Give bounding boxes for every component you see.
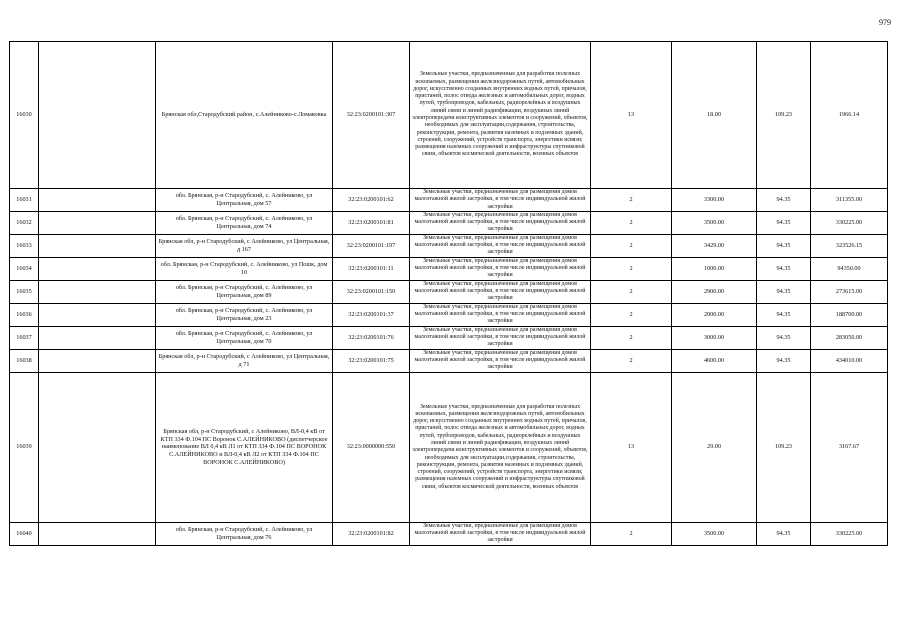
- cadastral-number-cell: 32:23:0200101:307: [333, 42, 410, 189]
- land-use-cell: Земельные участки, предназначенные для разработки полезных ископаемых, размещения железнодорожных путей, автомобильных дорог, искусственно созданных внутренних водных путей, причалов, пристаней, полос отвода железных и автомобильных дорог, водных путей, трубопроводов, кабельных, радиорелейных и воздушных линий связи и линий радиофикации, воздушных линий электропередачи конструктивных элементов и сооружений, объектов, необходимых для эксплуатации,содержания, строительства, реконструкции, ремонта, развития наземных и подземных зданий, строений, сооружений, устройств транспорта, энергетики исвязи; размещения наземных сооружений и инфраструктуры спутниковой связи, объектов космической деятельности, военных объектов: [410, 372, 591, 522]
- percent-cell: 94.35: [757, 303, 811, 326]
- row-number-cell: 16040: [10, 522, 39, 545]
- row-number-cell: 16038: [10, 349, 39, 372]
- address-cell: Брянская обл, р-н Стародубский, с Алейниково, ВЛ-0,4 кВ от КТП 334 Ф.104 ПС Воронок С.АЛЕЙНИКОВО (диспетчерское наименование ВЛ 0,4 кВ Л1 от КТП 334 Ф.104 ПС ВОРОНОК С.АЛЕЙНИКОВО и ВЛ-0,4 кВ Л2 от КТП 334 Ф.104 ПС ВОРОНОК С.АЛЕЙНИКОВО): [156, 372, 333, 522]
- percent-cell: 94.35: [757, 280, 811, 303]
- blank-cell: [39, 42, 156, 189]
- cadastral-number-cell: 32:23:0200101:62: [333, 189, 410, 212]
- area-cell: 3500.00: [672, 211, 757, 234]
- address-cell: Брянская обл, р-н Стародубский, с Алейниково, ул Центральная, д 71: [156, 349, 333, 372]
- table-row: [10, 189, 888, 212]
- table-row: [10, 372, 888, 522]
- cadastral-value-cell: 283050.00: [811, 326, 888, 349]
- table-row: [10, 326, 888, 349]
- cadastral-number-cell: 32:23:0000000:550: [333, 372, 410, 522]
- cadastral-number-cell: 32:23:0200101:81: [333, 211, 410, 234]
- land-use-cell: Земельные участки, предназначенные для размещения домов малоэтажной жилой застройки, в том числе индивидуальной жилой застройки: [410, 522, 591, 545]
- blank-cell: [39, 303, 156, 326]
- percent-cell: 94.35: [757, 522, 811, 545]
- land-use-cell: Земельные участки, предназначенные для размещения домов малоэтажной жилой застройки, в том числе индивидуальной жилой застройки: [410, 303, 591, 326]
- cadastral-value-cell: 311355.00: [811, 189, 888, 212]
- group-cell: 2: [591, 522, 672, 545]
- group-cell: 2: [591, 234, 672, 257]
- blank-cell: [39, 211, 156, 234]
- table-row: [10, 303, 888, 326]
- blank-cell: [39, 189, 156, 212]
- table-row: [10, 42, 888, 189]
- cadastral-number-cell: 32:23:0200101:75: [333, 349, 410, 372]
- address-cell: Брянская обл,Стародубский район, с.Алейниково-с.Ломаковка: [156, 42, 333, 189]
- blank-cell: [39, 326, 156, 349]
- land-use-cell: Земельные участки, предназначенные для размещения домов малоэтажной жилой застройки, в том числе индивидуальной жилой застройки: [410, 257, 591, 280]
- table-row: [10, 349, 888, 372]
- group-cell: 2: [591, 211, 672, 234]
- address-cell: обл. Брянская, р-н Стародубский, с. Алейниково, ул Пошк, дом 10: [156, 257, 333, 280]
- page-number: 979: [879, 18, 891, 27]
- table-body: [10, 42, 888, 546]
- blank-cell: [39, 522, 156, 545]
- cadastral-value-cell: 1966.14: [811, 42, 888, 189]
- cadastral-number-cell: 32:23:0200101:82: [333, 522, 410, 545]
- area-cell: 2000.00: [672, 303, 757, 326]
- area-cell: 1000.00: [672, 257, 757, 280]
- percent-cell: 94.35: [757, 326, 811, 349]
- blank-cell: [39, 372, 156, 522]
- registry-table: [9, 41, 888, 546]
- table-row: [10, 522, 888, 545]
- cadastral-number-cell: 32:23:0200101:197: [333, 234, 410, 257]
- blank-cell: [39, 234, 156, 257]
- cadastral-value-cell: 323526.15: [811, 234, 888, 257]
- cadastral-value-cell: 273615.00: [811, 280, 888, 303]
- land-use-cell: Земельные участки, предназначенные для размещения домов малоэтажной жилой застройки, в том числе индивидуальной жилой застройки: [410, 189, 591, 212]
- row-number-cell: 16030: [10, 42, 39, 189]
- blank-cell: [39, 280, 156, 303]
- land-use-cell: Земельные участки, предназначенные для размещения домов малоэтажной жилой застройки, в том числе индивидуальной жилой застройки: [410, 326, 591, 349]
- blank-cell: [39, 349, 156, 372]
- address-cell: обл. Брянская, р-н Стародубский, с. Алейниково, ул Центральная, дом 23: [156, 303, 333, 326]
- percent-cell: 109.23: [757, 42, 811, 189]
- cadastral-value-cell: 94350.00: [811, 257, 888, 280]
- table-row: [10, 257, 888, 280]
- group-cell: 2: [591, 257, 672, 280]
- group-cell: 2: [591, 326, 672, 349]
- group-cell: 13: [591, 372, 672, 522]
- address-cell: обл. Брянская, р-н Стародубский, с. Алейниково, ул Центральная, дом 57: [156, 189, 333, 212]
- cadastral-value-cell: 330225.00: [811, 522, 888, 545]
- blank-cell: [39, 257, 156, 280]
- row-number-cell: 16033: [10, 234, 39, 257]
- percent-cell: 94.35: [757, 349, 811, 372]
- table-row: [10, 234, 888, 257]
- row-number-cell: 16034: [10, 257, 39, 280]
- area-cell: 3000.00: [672, 326, 757, 349]
- row-number-cell: 16039: [10, 372, 39, 522]
- cadastral-value-cell: 330225.00: [811, 211, 888, 234]
- group-cell: 13: [591, 42, 672, 189]
- address-cell: обл. Брянская, р-н Стародубский, с. Алейниково, ул Центральная, дом 70: [156, 326, 333, 349]
- land-use-cell: Земельные участки, предназначенные для размещения домов малоэтажной жилой застройки, в том числе индивидуальной жилой застройки: [410, 280, 591, 303]
- cadastral-value-cell: 188700.00: [811, 303, 888, 326]
- group-cell: 2: [591, 349, 672, 372]
- land-use-cell: Земельные участки, предназначенные для размещения домов малоэтажной жилой застройки, в том числе индивидуальной жилой застройки: [410, 349, 591, 372]
- table-row: [10, 211, 888, 234]
- address-cell: обл. Брянская, р-н Стародубский, с. Алейниково, ул Центральная, дом 74: [156, 211, 333, 234]
- percent-cell: 109.23: [757, 372, 811, 522]
- address-cell: обл. Брянская, р-н Стародубский, с. Алейниково, ул Центральная, дом 76: [156, 522, 333, 545]
- cadastral-number-cell: 32:23:0200101:11: [333, 257, 410, 280]
- row-number-cell: 16036: [10, 303, 39, 326]
- cadastral-number-cell: 32:23:0200101:37: [333, 303, 410, 326]
- group-cell: 2: [591, 189, 672, 212]
- row-number-cell: 16035: [10, 280, 39, 303]
- area-cell: 4600.00: [672, 349, 757, 372]
- area-cell: 18.00: [672, 42, 757, 189]
- address-cell: обл. Брянская, р-н Стародубский, с. Алейниково, ул Центральная, дом 89: [156, 280, 333, 303]
- percent-cell: 94.35: [757, 234, 811, 257]
- cadastral-value-cell: 3167.67: [811, 372, 888, 522]
- cadastral-value-cell: 434010.00: [811, 349, 888, 372]
- area-cell: 3429.00: [672, 234, 757, 257]
- group-cell: 2: [591, 280, 672, 303]
- address-cell: Брянская обл, р-н Стародубский, с Алейниково, ул Центральная, д 167: [156, 234, 333, 257]
- row-number-cell: 16037: [10, 326, 39, 349]
- group-cell: 2: [591, 303, 672, 326]
- cadastral-number-cell: 32:23:0200101:76: [333, 326, 410, 349]
- row-number-cell: 16032: [10, 211, 39, 234]
- area-cell: 3300.00: [672, 189, 757, 212]
- area-cell: 3500.00: [672, 522, 757, 545]
- area-cell: 29.00: [672, 372, 757, 522]
- land-use-cell: Земельные участки, предназначенные для размещения домов малоэтажной жилой застройки, в том числе индивидуальной жилой застройки: [410, 211, 591, 234]
- percent-cell: 94.35: [757, 189, 811, 212]
- row-number-cell: 16031: [10, 189, 39, 212]
- percent-cell: 94.35: [757, 211, 811, 234]
- land-use-cell: Земельные участки, предназначенные для размещения домов малоэтажной жилой застройки, в том числе индивидуальной жилой застройки: [410, 234, 591, 257]
- cadastral-number-cell: 32:23:0200101:150: [333, 280, 410, 303]
- table-row: [10, 280, 888, 303]
- percent-cell: 94.35: [757, 257, 811, 280]
- land-use-cell: Земельные участки, предназначенные для разработки полезных ископаемых, размещения железнодорожных путей, автомобильных дорог, искусственно созданных внутренних водных путей, причалов, пристаней, полос отвода железных и автомобильных дорог, водных путей, трубопроводов, кабельных, радиорелейных и воздушных линий связи и линий радиофикации, воздушных линий электропередачи конструктивных элементов и сооружений, объектов, необходимых для эксплуатации,содержания, строительства, реконструкции, ремонта, развития наземных и подземных зданий, строений, сооружений, устройств транспорта, энергетики исвязи; размещения наземных сооружений и инфраструктуры спутниковой связи, объектов космической деятельности, военных объектов: [410, 42, 591, 189]
- area-cell: 2900.00: [672, 280, 757, 303]
